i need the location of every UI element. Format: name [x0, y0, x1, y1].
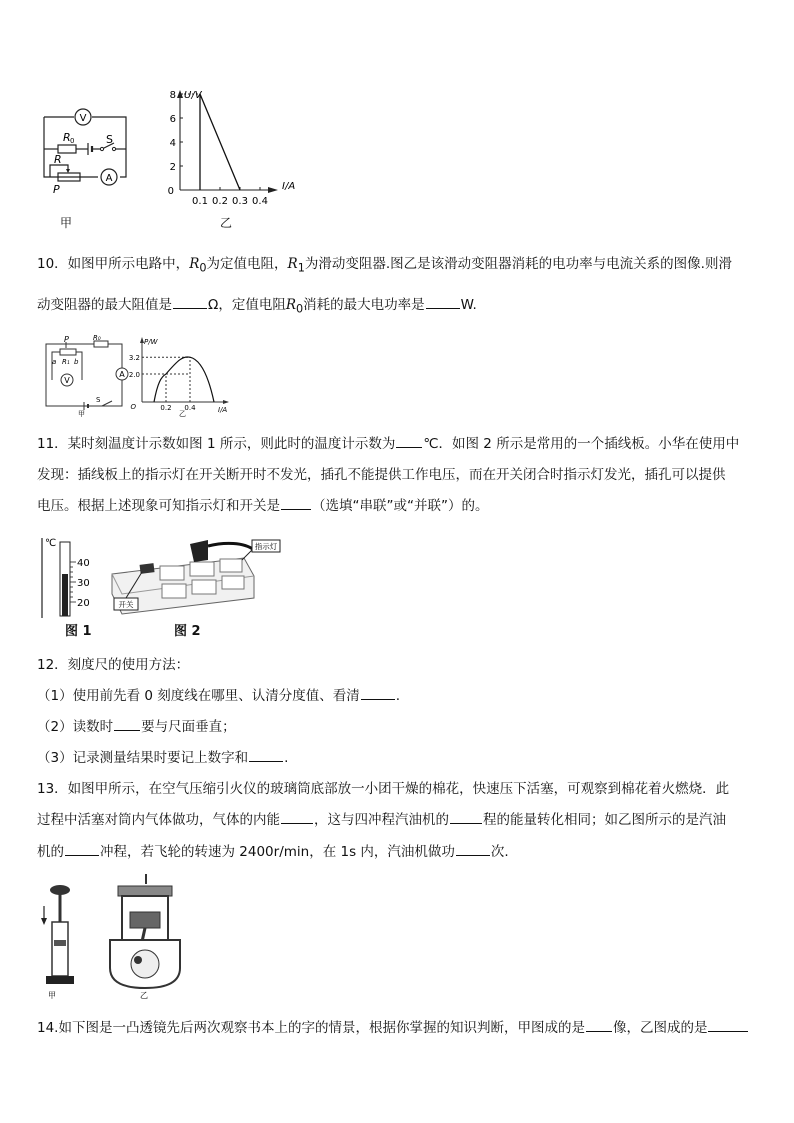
thermometer-figure	[40, 534, 100, 618]
svg-text:P: P	[64, 335, 69, 344]
switch-label: S	[106, 133, 113, 146]
answer-blank[interactable]	[249, 760, 283, 762]
x-tick-label: 0.3	[232, 196, 248, 207]
q13-line2: 过程中活塞对筒内气体做功，气体的内能 ，这与四冲程汽油机的 程的能量转化相同；如乙图所示的是汽油	[37, 812, 726, 828]
svg-text:℃: ℃	[45, 538, 57, 549]
pi-series-curve	[154, 357, 214, 402]
r0-label: R	[63, 131, 71, 144]
power-strip-figure	[104, 532, 284, 622]
svg-text:A: A	[119, 370, 125, 379]
p-label: P	[53, 183, 60, 196]
answer-blank[interactable]	[396, 446, 422, 448]
q11-line3: 电压。根据上述现象可知指示灯和开关是 （选填“串联”或“并联”）的。	[37, 498, 489, 514]
svg-text:I/A: I/A	[218, 406, 228, 414]
answer-blank[interactable]	[281, 822, 313, 824]
svg-text:b: b	[74, 358, 79, 366]
air-compression-igniter	[36, 882, 80, 1000]
q12-item3: （3）记录测量结果时要记上数字和 .	[37, 750, 289, 766]
svg-text:S: S	[96, 396, 101, 404]
answer-blank[interactable]	[65, 854, 99, 856]
y-tick-label: 6	[169, 114, 176, 125]
q11-line1: 11．某时刻温度计示数如图 1 所示，则此时的温度计示数为 ℃．如图 2 所示是常用的一个插线板。小华在使用中	[37, 436, 740, 452]
ui-graph	[167, 86, 296, 210]
pi-graph	[124, 334, 234, 416]
y-tick-label: 4	[169, 138, 176, 149]
ammeter-label: A	[105, 173, 113, 184]
x-tick-label: 0.2	[212, 196, 228, 207]
answer-blank[interactable]	[426, 307, 460, 309]
answer-blank[interactable]	[586, 1030, 612, 1032]
x-tick-label: 0.2	[160, 404, 172, 412]
indicator-lamp-label: 指示灯	[254, 542, 278, 551]
answer-blank[interactable]	[450, 822, 482, 824]
graph-xlabel: I/A	[282, 181, 296, 192]
svg-text:乙: 乙	[179, 410, 186, 418]
svg-text:20: 20	[77, 598, 90, 609]
svg-text:P/W: P/W	[144, 338, 158, 346]
ui-series-line	[200, 94, 240, 190]
switch-label: 开关	[118, 600, 134, 609]
engine-figure	[104, 872, 184, 1000]
svg-text:R₀: R₀	[93, 334, 101, 342]
r-label: R	[54, 153, 62, 166]
q13-line1: 13．如图甲所示，在空气压缩引火仪的玻璃筒底部放一小团干燥的棉花，快速压下活塞，可观察到棉花着火燃烧．此	[37, 781, 730, 797]
q10-r1: R	[287, 256, 298, 272]
answer-blank[interactable]	[708, 1030, 748, 1032]
svg-text:a: a	[52, 358, 57, 366]
y-tick-label: 8	[169, 90, 176, 101]
svg-text:40: 40	[77, 558, 90, 569]
circuit-diagram-jia	[36, 105, 136, 195]
caption-fig2: 图 2	[174, 624, 201, 639]
caption-fig1: 图 1	[65, 624, 92, 639]
answer-blank[interactable]	[361, 698, 395, 700]
answer-blank[interactable]	[173, 307, 207, 309]
svg-text:O: O	[130, 403, 136, 411]
x-tick-label: 0.4	[252, 196, 268, 207]
q13-line3: 机的 冲程，若飞轮的转速为 2400r/min，在 1s 内，汽油机做功 次.	[37, 844, 509, 860]
x-tick-label: 0.4	[184, 404, 196, 412]
answer-blank[interactable]	[281, 508, 311, 510]
voltmeter-label: V	[79, 113, 87, 124]
answer-blank[interactable]	[114, 729, 140, 731]
y-tick-label: 3.2	[128, 354, 140, 363]
y-tick-label: 2	[169, 162, 176, 173]
q10-circuit	[40, 334, 135, 416]
x-tick-label: 0.1	[192, 196, 208, 207]
svg-text:乙: 乙	[140, 991, 148, 1000]
q10-line2: 动变阻器的最大阻值是 Ω，定值电阻$R_0$消耗的最大电功率是 W.	[37, 297, 477, 316]
answer-blank[interactable]	[456, 854, 490, 856]
svg-text:R₁: R₁	[62, 358, 70, 366]
q12-item2: （2）读数时 要与尺面垂直；	[37, 719, 236, 735]
q14-line1: 14.如下图是一凸透镜先后两次观察书本上的字的情景，根据你掌握的知识判断，甲图成的是 像，乙图成的是	[37, 1018, 749, 1038]
fig-label-jia: 甲	[60, 216, 73, 230]
q10-line1: 10．如图甲所示电路中，$R_0$为定值电阻，$R_1$为滑动变阻器.图乙是该滑动变阻器消耗的电功率与电流关系的图像.则滑	[37, 256, 732, 275]
q12-title: 12．刻度尺的使用方法：	[37, 657, 190, 673]
graph-ylabel: U/V	[184, 90, 202, 101]
y-tick-label: 2.0	[128, 371, 140, 379]
fig-label-yi: 乙	[220, 216, 233, 230]
svg-text:V: V	[64, 376, 70, 385]
q10-r0: R	[189, 256, 200, 272]
graph-origin: 0	[167, 186, 174, 197]
svg-text:甲: 甲	[78, 410, 85, 418]
svg-text:30: 30	[77, 578, 90, 589]
q12-item1: （1）使用前先看 0 刻度线在哪里、认清分度值、看清 .	[37, 688, 401, 704]
r0-sub: 0	[70, 137, 75, 145]
svg-text:甲: 甲	[48, 991, 56, 1000]
q11-line2: 发现：插线板上的指示灯在开关断开时不发光，插孔不能提供工作电压，而在开关闭合时指示灯发光，插孔可以提供	[37, 467, 726, 483]
